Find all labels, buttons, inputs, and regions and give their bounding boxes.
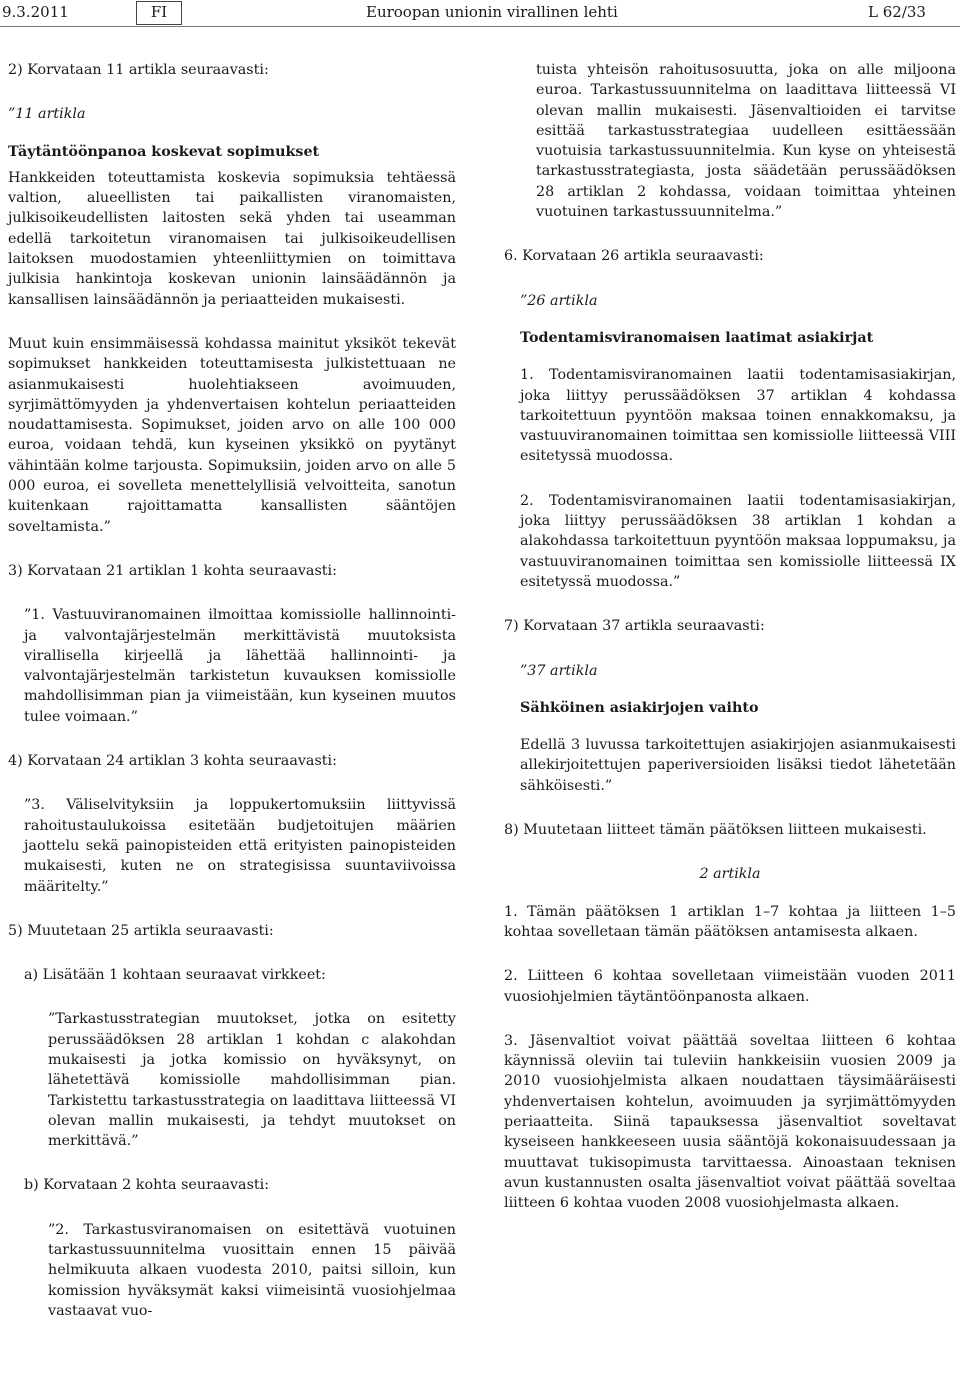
- item-3-text: ”1. Vastuuviranomainen ilmoittaa komissiolle hallinnointi- ja valvontajärjestelmän merkittävistä muutoksista virallisella kirjeellä ja lähettää hallinnointi- ja valvontajärjestelmän tarkistetun kuvauksen komissiolle mahdollisimman pian ja viimeistään, kun kyseinen muutos tulee voimaan.”: [24, 607, 456, 725]
- article-11-paragraph-2: Muut kuin ensimmäisessä kohdassa mainitut yksiköt tekevät sopimukset hankkeiden toteuttamisesta julkistettuaan ne asianmukaisesti huolehtiakseen avoimuuden, syrjimättömyyden ja yhdenvertaisen kohtelun periaatteiden noudattamisesta. Sopimukset, joiden arvo on alle 100 000 euroa, voidaan tehdä, kun kyseinen yksikkö on pyytänyt vähintään kolme tarjousta. Sopimuksiin, joiden arvo on alle 5 000 euroa, ei sovelleta menettelyllisiä velvoitteita, sanotun kuitenkaan rajoittamatta kansallisten sääntöjen soveltamista.”: [8, 335, 456, 535]
- article-37-paragraph-1: Edellä 3 luvussa tarkoitettujen asiakirjojen asianmukaisesti allekirjoitettujen paperiversioiden lisäksi tiedot lähetetään sähköisesti.”: [520, 737, 956, 794]
- item-2-intro: 2) Korvataan 11 artikla seuraavasti:: [8, 62, 269, 78]
- item-5a-intro: a) Lisätään 1 kohtaan seuraavat virkkeet:: [24, 967, 326, 984]
- item-3-intro: 3) Korvataan 21 artiklan 1 kohta seuraavasti:: [8, 562, 337, 579]
- article-2-paragraph-2: 2. Liitteen 6 kohtaa sovelletaan viimeistään vuoden 2011 vuosiohjelmien täytäntöönpanosta alkaen.: [504, 968, 956, 1005]
- article-2-paragraph-1: 1. Tämän päätöksen 1 artiklan 1–7 kohtaa ja liitteen 1–5 kohtaa sovelletaan tämän päätöksen antamisesta alkaen.: [504, 903, 956, 940]
- item-4-intro: 4) Korvataan 24 artiklan 3 kohta seuraavasti:: [8, 753, 337, 770]
- header-divider: [0, 26, 960, 27]
- item-5b-text: ”2. Tarkastusviranomaisen on esitettävä vuotuinen tarkastussuunnitelma vuosittain ennen 15 päivää helmikuuta alkaen vuodesta 2010, paitsi silloin, kun komission hyväksymät kaksi viimeisintä vuosiohjelmaa vastaavat vuo-: [48, 1221, 456, 1319]
- article-37-title: Sähköinen asiakirjojen vaihto: [520, 699, 759, 716]
- article-11-title: Täytäntöönpanoa koskevat sopimukset: [8, 143, 320, 160]
- language-code-box: FI: [136, 1, 182, 25]
- article-11-label: ”11 artikla: [8, 106, 86, 123]
- article-2-label: 2 artikla: [699, 866, 761, 883]
- article-2-paragraph-3: 3. Jäsenvaltiot voivat päättää soveltaa liitteen 6 kohtaa käynnissä oleviin tai tuleviin hankkeisiin vuosien 2009 ja 2010 vuosiohjelmista alkaen noudattaen täysimääräisesti yhdenvertaisen kohtelun, avoimuuden ja syrjimättömyyden periaatteita. Siinä tapauksessa jäsenvaltiot soveltavat kyseiseen hankkeeseen uusia sääntöjä kokonaisuudessaan ja muuttavat tukisopimusta tarvittaessa. Ainoastaan teknisen avun kustannusten osalta jäsenvaltiot voivat päättää soveltaa liitteen 6 kohtaa vuoden 2008 vuosiohjelmasta alkaen.: [504, 1032, 956, 1212]
- item-8-intro: 8) Muutetaan liitteet tämän päätöksen liitteen mukaisesti.: [504, 822, 927, 839]
- publication-title: Euroopan unionin virallinen lehti: [366, 3, 618, 21]
- item-6-intro: 6. Korvataan 26 artikla seuraavasti:: [504, 248, 764, 265]
- article-37-label: ”37 artikla: [520, 662, 598, 679]
- right-column: [504, 60, 956, 1213]
- article-11-paragraph-1: Hankkeiden toteuttamista koskevia sopimuksia tehtäessä valtion, alueellisten tai paikallisten viranomaisten, julkisoikeudellisten laitosten sekä yhden tai useamman edellä tarkoitetun viranomaisen tai julkisoikeudellisen laitoksen muodostamien yhteenliittymien on toimittava julkisia hankintoja koskevan unionin lainsäädännön ja kansallisen lainsäädännön ja periaatteiden mukaisesti.: [8, 169, 456, 308]
- item-5a-text: ”Tarkastusstrategian muutokset, jotka on esitetty perussäädöksen 28 artiklan 1 kohdan c alakohdan mukaisesti ja jotka komissio on hyväksynyt, on lähetettävä komissiolle mahdollisimman pian. Tarkistettu tarkastusstrategia on laadittava liitteessä VI olevan mallin mukaisesti, ja tehdyt muutokset on merkittävä.”: [48, 1011, 456, 1150]
- page-reference: L 62/33: [868, 3, 926, 21]
- article-26-title: Todentamisviranomaisen laatimat asiakirjat: [520, 329, 874, 346]
- header-date: 9.3.2011: [2, 3, 69, 21]
- item-7-intro: 7) Korvataan 37 artikla seuraavasti:: [504, 618, 765, 635]
- article-26-paragraph-1: 1. Todentamisviranomainen laatii todentamisasiakirjan, joka liittyy perussäädöksen 37 artiklan 4 kohdassa tarkoitettuun pyyntöön maksaa toinen ennakkomaksu, ja vastuuviranomainen toimittaa sen komissiolle liitteessä VIII esitetyssä muodossa.: [520, 367, 956, 465]
- left-column: [8, 60, 456, 1321]
- item-5b-continuation: tuista yhteisön rahoitusosuutta, joka on alle miljoona euroa. Tarkastussuunnitelma on laadittava liitteessä VI olevan mallin mukaisesti. Jäsenvaltioiden ei tarvitse esittää tarkastusstrategiaa uudelleen esittäessään vuotuisia tarkastussuunnitelmia. Kun kyse on yhteisestä tarkastusstrategiasta, josta säädetään perussäädöksen 28 artiklan 2 kohdassa, voidaan toimittaa yhteinen vuotuinen tarkastussuunnitelma.”: [536, 62, 956, 221]
- article-26-label: ”26 artikla: [520, 292, 598, 309]
- item-5b-intro: b) Korvataan 2 kohta seuraavasti:: [24, 1177, 270, 1194]
- item-5-intro: 5) Muutetaan 25 artikla seuraavasti:: [8, 922, 274, 939]
- item-4-text: ”3. Väliselvityksiin ja loppukertomuksiin liittyvissä rahoitustaulukoissa esitetään budjetoitujen määrien jaottelu sekä painopisteiden että erityisten painopisteiden mukaisesti, kuten ne on strategisissa suuntaviivoissa määritelty.”: [24, 797, 456, 895]
- page-header: [0, 0, 960, 24]
- article-26-paragraph-2: 2. Todentamisviranomainen laatii todentamisasiakirjan, joka liittyy perussäädöksen 38 artiklan 1 kohdan a alakohdassa tarkoitettuun pyyntöön maksaa loppumaksu, ja vastuuviranomainen toimittaa sen komissiolle liitteessä IX esitetyssä muodossa.”: [520, 492, 956, 590]
